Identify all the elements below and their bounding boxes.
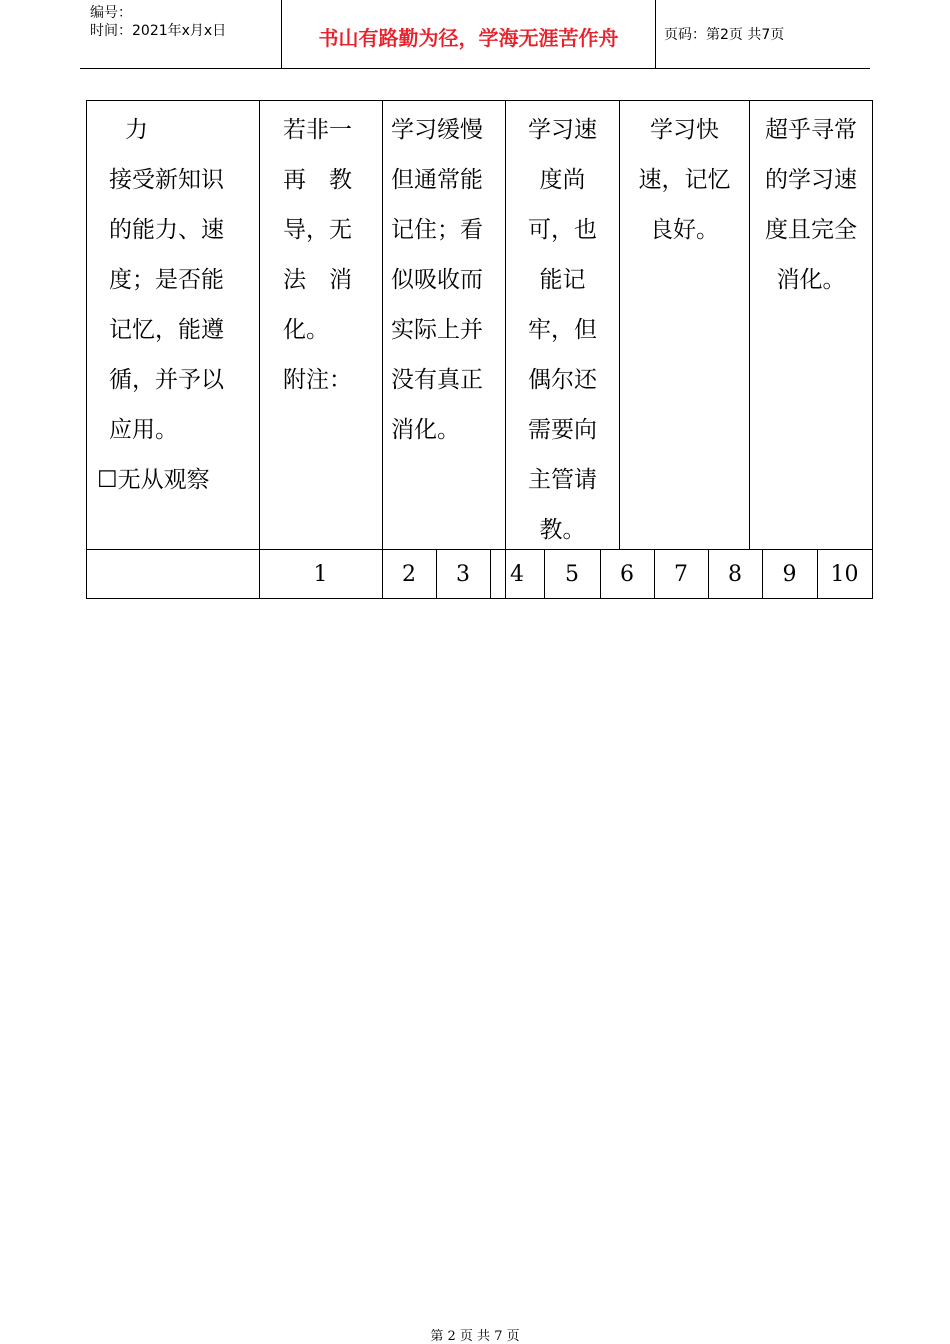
score-9: 9	[782, 562, 797, 587]
score-1: 1	[313, 562, 328, 587]
level1-note-label: 附注：	[283, 367, 352, 393]
level3-line: 度尚	[539, 167, 586, 193]
level1-cell	[283, 105, 352, 405]
criterion-line: 应用。	[109, 417, 178, 443]
score-7: 7	[674, 562, 688, 587]
criterion-line: 循，并予以	[109, 367, 224, 393]
level5-line: 度且完全	[765, 217, 857, 243]
header-divider	[655, 0, 656, 68]
level2-line: 但通常能	[391, 167, 483, 193]
level2-line: 学习缓慢	[391, 117, 483, 143]
level5-line: 消化。	[776, 267, 846, 293]
score-8: 8	[728, 562, 742, 587]
level3-line: 能记	[539, 267, 586, 293]
level4-line: 速，记忆	[638, 167, 731, 193]
level4-cell	[620, 105, 749, 255]
score-10: 10	[830, 562, 859, 587]
criterion-cell	[97, 105, 224, 505]
criterion-line: 接受新知识	[109, 167, 224, 193]
level1-line: 导，无	[283, 217, 352, 243]
header-motto: 书山有路勤为径，学海无涯苦作舟	[318, 26, 619, 50]
level5-line: 超乎寻常	[765, 117, 857, 143]
page-footer: 第 2 页 共 7 页	[430, 1329, 520, 1344]
criterion-line: 的能力、速	[109, 217, 224, 243]
level5-cell	[750, 105, 872, 305]
level2-cell	[391, 105, 483, 455]
level3-line: 牢，但	[528, 317, 597, 343]
level4-line: 良好。	[650, 217, 719, 243]
level3-line: 需要向	[528, 417, 597, 443]
level2-line: 没有真正	[391, 367, 483, 393]
level2-line: 似吸收而	[391, 267, 483, 293]
score-4: 4	[510, 562, 524, 587]
level3-line: 学习速	[528, 117, 597, 143]
column-divider	[382, 101, 383, 598]
level2-line: 记住；看	[391, 217, 483, 243]
level1-line: 法 消	[283, 267, 352, 293]
level3-line: 主管请	[528, 467, 597, 493]
level1-line: 若非一	[283, 117, 352, 143]
level4-line: 学习快	[650, 117, 719, 143]
score-3: 3	[456, 562, 470, 587]
level3-line: 偶尔还	[528, 367, 597, 393]
score-6: 6	[620, 562, 634, 587]
level1-line: 再 教	[283, 167, 352, 193]
score-5: 5	[565, 562, 579, 587]
no-observation-option: ☐无从观察	[97, 467, 210, 493]
column-divider	[259, 101, 260, 598]
criterion-line: 力	[125, 117, 148, 143]
level2-line: 实际上并	[391, 317, 483, 343]
criterion-line: 记忆，能遵	[109, 317, 224, 343]
level3-line: 教。	[539, 517, 586, 543]
level3-line: 可，也	[528, 217, 597, 243]
criterion-line: 度；是否能	[109, 267, 224, 293]
serial-label: 编号：	[90, 5, 132, 21]
time-label: 时间：2021年x月x日	[90, 23, 227, 39]
page-info: 页码：第2页 共7页	[664, 27, 785, 43]
page-header	[80, 0, 870, 69]
level5-line: 的学习速	[765, 167, 857, 193]
level3-cell	[506, 105, 619, 555]
level1-line: 化。	[283, 317, 329, 343]
level2-line: 消化。	[391, 417, 460, 443]
score-2: 2	[402, 562, 416, 587]
evaluation-table	[86, 100, 873, 599]
